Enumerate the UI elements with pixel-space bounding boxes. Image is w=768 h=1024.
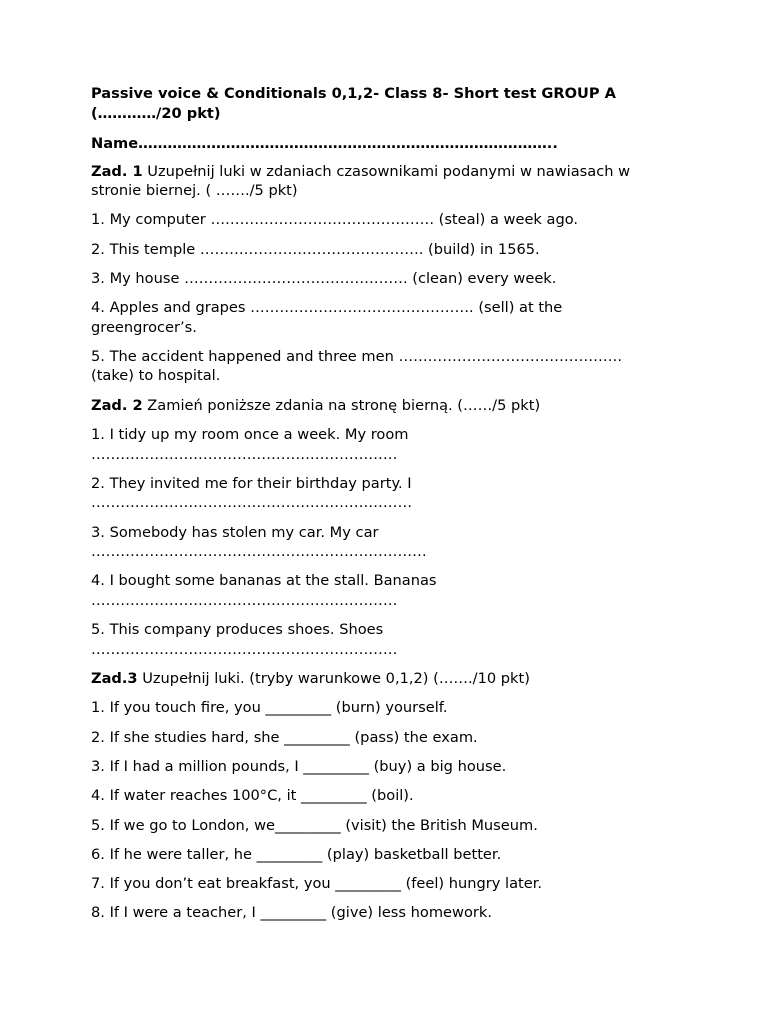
- task2-item-2-blank: …………………………………………………………: [91, 494, 413, 512]
- page-title: [91, 84, 678, 123]
- task2-item-3-text: 3. Somebody has stolen my car. My car: [91, 523, 379, 541]
- task1-item-2-text: 2. This temple ………………………………………. (build) in 1565.: [91, 240, 540, 258]
- task1-item-5: [91, 347, 678, 386]
- task2-item-4-blank: ………………………………………………………: [91, 591, 398, 609]
- task2-item-1-blank: ………………………………………………………: [91, 445, 398, 463]
- task1-item-4-text-cont: greengrocer’s.: [91, 318, 197, 336]
- title-line-2: (…………/20 pkt): [91, 104, 221, 122]
- task2-item-3-blank: ……………………………………………………………: [91, 543, 427, 561]
- task2-item-1: [91, 425, 678, 464]
- task3-item-3: 3. If I had a million pounds, I _________ (buy) a big house.: [91, 757, 507, 775]
- task1-item-4-text: 4. Apples and grapes ………………………………………. (sell) at the: [91, 299, 563, 317]
- task1-instruction: [91, 162, 678, 201]
- name-line: Name…………………………………………………………………………..: [91, 135, 558, 152]
- task3-label: Zad.3: [91, 670, 138, 688]
- task3-item-6: 6. If he were taller, he _________ (play) basketball better.: [91, 845, 502, 863]
- task2-item-5: [91, 620, 678, 659]
- task2-instruction: [91, 396, 678, 416]
- task1-item-3-text: 3. My house ………………………………………. (clean) every week.: [91, 269, 557, 287]
- task2-item-4: [91, 571, 678, 610]
- task2-label: Zad. 2: [91, 396, 143, 414]
- task1-item-1: [91, 210, 678, 230]
- task1-instruction-line-1: Uzupełnij luki w zdaniach czasownikami podanymi w nawiasach w: [142, 162, 631, 180]
- task3-item-7: 7. If you don’t eat breakfast, you _________ (feel) hungry later.: [91, 875, 543, 893]
- task2-item-5-blank: ………………………………………………………: [91, 640, 398, 658]
- task1-item-5-text: 5. The accident happened and three men ……………………………………….: [91, 347, 623, 365]
- task1-item-3: [91, 269, 678, 289]
- task3-instruction: [91, 669, 678, 689]
- task3-item-5: 5. If we go to London, we_________ (visit) the British Museum.: [91, 816, 538, 834]
- title-line-1: Passive voice & Conditionals 0,1,2- Class 8- Short test GROUP A: [91, 85, 616, 102]
- task2-item-4-text: 4. I bought some bananas at the stall. Bananas: [91, 572, 437, 590]
- task3-instruction-text: Uzupełnij luki. (tryby warunkowe 0,1,2) (……./10 pkt): [137, 670, 530, 688]
- task1-item-4: [91, 298, 678, 337]
- task1-instruction-line-2: stronie biernej. ( ……./5 pkt): [91, 182, 298, 199]
- task2-item-3: [91, 523, 678, 562]
- task2-item-2-text: 2. They invited me for their birthday party. I: [91, 474, 412, 492]
- task2-item-2: [91, 474, 678, 513]
- task1-label: Zad. 1: [91, 162, 143, 180]
- task2-instruction-text: Zamień poniższe zdania na stronę bierną. (……/5 pkt): [142, 396, 541, 414]
- task1-item-5-text-cont: (take) to hospital.: [91, 367, 221, 385]
- task3-item-1: 1. If you touch fire, you _________ (burn) yourself.: [91, 699, 448, 717]
- task3-item-8: 8. If I were a teacher, I _________ (give) less homework.: [91, 904, 492, 922]
- task3-item-4: 4. If water reaches 100°C, it _________ (boil).: [91, 787, 414, 805]
- task1-item-2: [91, 240, 678, 260]
- task3-item-2: 2. If she studies hard, she _________ (pass) the exam.: [91, 728, 478, 746]
- task2-item-1-text: 1. I tidy up my room once a week. My room: [91, 426, 409, 444]
- task2-item-5-text: 5. This company produces shoes. Shoes: [91, 621, 384, 639]
- task1-item-1-text: 1. My computer ………………………………………. (steal) a week ago.: [91, 211, 579, 229]
